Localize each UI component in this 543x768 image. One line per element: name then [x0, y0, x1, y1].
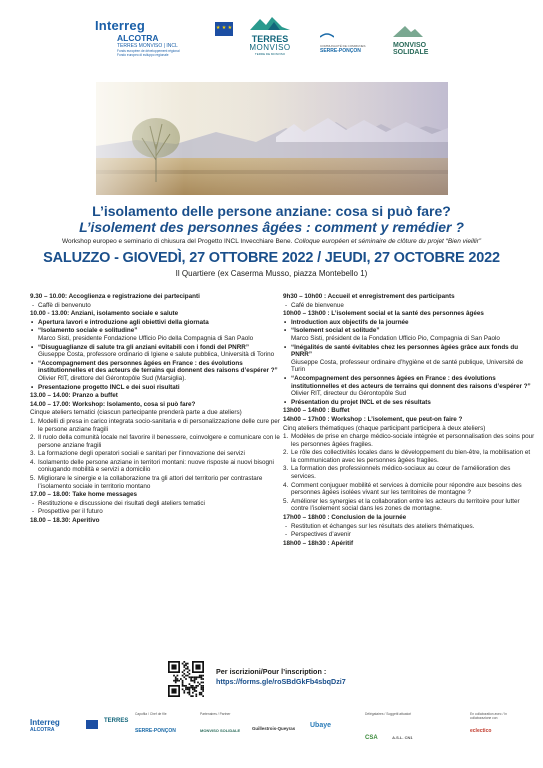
- serre-poncon-logo: [320, 26, 380, 54]
- item-number: 5.: [30, 475, 36, 483]
- footer-partners: [200, 712, 240, 733]
- footer-alcotra-label: ALCOTRA: [30, 727, 55, 733]
- program-item-num: [30, 450, 282, 458]
- monviso-solidale-logo: [393, 24, 453, 56]
- program-item-dash: [283, 302, 535, 310]
- program-item-num: [283, 482, 535, 497]
- program-item-bold: [30, 401, 282, 409]
- program-item-dash: [30, 302, 282, 310]
- header-logos: [95, 16, 455, 68]
- lake-icon: [320, 31, 334, 39]
- item-text: “Isolamento sociale e solitudine”: [38, 327, 138, 335]
- item-number: 4.: [283, 481, 289, 489]
- registration-link[interactable]: https://forms.gle/roSBdGkFb4sbqDzi7: [216, 677, 346, 686]
- serre-caption: COMMUNAUTÉ DE COMMUNES: [320, 44, 366, 48]
- interreg-brand: Interreg: [95, 18, 146, 33]
- program-item-num: [30, 434, 282, 449]
- footer-monviso-label: MONVISO SOLIDALE: [200, 728, 241, 733]
- peak-icon: [393, 25, 423, 37]
- item-text: Améliorer les synergies et la collaboration entre les acteurs du territoire pour lutter contre l’isolement social dans les zones de montagne.: [291, 497, 520, 513]
- item-text: 17h00 – 18h00 : Conclusion de la journée: [283, 514, 407, 522]
- workshop-italian: Workshop europeo e seminario di chiusura del Progetto INCL Invecchiare Bene.: [61, 238, 293, 245]
- program-item-bullet: [283, 375, 535, 398]
- program-item-bullet: [283, 319, 535, 327]
- item-text: 13h00 – 14h00 : Buffet: [283, 407, 350, 415]
- program-item-num: [30, 475, 282, 490]
- speaker-line: Giuseppe Costa, professore ordinario di Igiene e salute pubblica, Università di Torino: [38, 351, 275, 359]
- footer-eu-flag-icon: [86, 720, 98, 729]
- program-item-plain: [30, 409, 282, 417]
- workshop-french: Colloque européen et séminaire de clôture du projet “Bien vieillir”: [294, 238, 482, 245]
- item-text: “Disuguaglianze di salute tra gli anziani evitabili con i fondi del PNRR”: [38, 343, 249, 351]
- eu-flag-icon: ★ ★ ★: [215, 22, 233, 36]
- event-date: SALUZZO - GIOVEDÌ, 27 OTTOBRE 2022 / JEUDI, 27 OCTOBRE 2022: [43, 250, 500, 266]
- item-number: 4.: [30, 458, 36, 466]
- item-text: Comment conjuguer mobilité et services à domicile pour répondre aux besoins des personnes âgées isolées vivant sur les territoires de montagne ?: [291, 481, 522, 497]
- program-item-bold: [283, 293, 535, 301]
- title-italian: L’isolamento delle persone anziane: cosa si può fare?: [92, 203, 451, 219]
- item-text: La formation des professionnels médico-sociaux au cœur de l’amélioration des services.: [291, 465, 511, 481]
- item-text: Prospettive per il futuro: [38, 508, 103, 516]
- event-venue: Il Quartiere (ex Caserma Musso, piazza Montebello 1): [175, 269, 368, 278]
- serre-name: SERRE-PONÇON: [320, 48, 361, 54]
- program-item-bold: [283, 310, 535, 318]
- item-text: Caffè di benvenuto: [38, 301, 91, 309]
- item-text: 9.30 – 10.00: Accoglienza e registrazione dei partecipanti: [30, 293, 200, 300]
- qr-code-icon[interactable]: [168, 661, 204, 697]
- program-item-bold: [30, 293, 282, 301]
- speaker-line: Giuseppe Costa, professeur ordinaire d’hygiène et de santé publique, Université de Turin: [291, 358, 524, 374]
- program-item-bullet: [283, 399, 535, 407]
- speaker-line: Olivier RIT, direttore del Gérontopôle Sud (Marsiglia).: [38, 374, 187, 382]
- program-item-bold: [283, 540, 535, 548]
- program-italian: [30, 293, 282, 526]
- landscape-image: [96, 82, 448, 195]
- item-text: 9h30 – 10h00 : Accueil et enregistrement des participants: [283, 293, 455, 300]
- program-item-bold: [30, 491, 282, 499]
- item-text: La formazione degli operatori sociali e sanitari per l’innovazione dei servizi: [38, 450, 245, 458]
- registration-label: Per iscrizioni/Pour l’inscription :: [216, 667, 327, 676]
- footer-csa-label: CSA: [365, 735, 378, 741]
- item-text: “Isolement social et solitude”: [291, 327, 380, 335]
- footer-ubaye-logo: [310, 722, 331, 729]
- footer-collaboration: [470, 712, 516, 734]
- footer-eclectico-label: eclectico: [470, 728, 492, 734]
- program-french: [283, 293, 535, 548]
- caption-collab: En collaboration avec / In collaborazione con: [470, 712, 508, 720]
- footer-terres-label: TERRES: [104, 718, 129, 724]
- footer-guillestrois-label: Guillestrois-Queyras: [252, 726, 296, 731]
- program-item-bullet: [30, 384, 282, 392]
- programme-label: TERRES MONVISO | INCL: [117, 43, 178, 49]
- footer-interreg-label: Interreg: [30, 718, 60, 727]
- program-item-num: [30, 418, 282, 433]
- item-text: “Accompagnement des personnes âgées en France : des évolutions institutionnelles et des acteurs de terrains qui donnent des raisons d’espérer ?”: [291, 374, 531, 390]
- program-item-bold: [30, 517, 282, 525]
- fund-fr-label: Fonds européen de développement régional: [117, 49, 180, 53]
- mountain-icon: [250, 16, 290, 30]
- item-text: “Inégalités de santé évitables chez les personnes âgées grâce aux fonds du PNRR”: [291, 343, 519, 359]
- program-item-num: [30, 459, 282, 474]
- program-item-bullet: [283, 344, 535, 374]
- program-item-bullet: [30, 344, 282, 359]
- item-text: 18.00 – 18.30: Aperitivo: [30, 517, 100, 525]
- alcotra-label: ALCOTRA: [117, 33, 159, 43]
- program-item-bold: [283, 416, 535, 424]
- program-item-dash: [283, 531, 535, 539]
- item-text: 10h00 – 13h00 : L’isolement social et la santé des personnes âgées: [283, 310, 484, 318]
- item-text: Il ruolo della comunità locale nel favorire il benessere, coinvolgere e comunicare con le persone anziane fragili: [38, 434, 280, 449]
- workshop-subtitle: [0, 238, 543, 245]
- program-item-bullet: [30, 327, 282, 342]
- program-item-bullet: [30, 360, 282, 383]
- item-text: Restitution et échanges sur les résultats des ateliers thématiques.: [291, 522, 475, 530]
- program-item-num: [283, 449, 535, 464]
- speaker-line: Marco Sisti, président de la Fondation Ufficio Pio, Compagnia di San Paolo: [291, 334, 500, 342]
- program-item-dash: [283, 523, 535, 531]
- footer-guillestrois-logo: [252, 726, 295, 731]
- terres-monviso-logo: [243, 16, 297, 56]
- item-text: Apertura lavori e introduzione agli obiettivi della giornata: [38, 318, 209, 326]
- interreg-logo: [95, 18, 180, 57]
- item-text: Le rôle des collectivités locales dans le développement du bien-être, la mobilisation et la communication avec les personnes âgées fragiles.: [291, 449, 531, 464]
- item-text: Cinq ateliers thématiques (chaque participant participera à deux ateliers): [283, 424, 486, 432]
- landscape-illustration: [96, 82, 448, 195]
- item-number: 3.: [283, 465, 289, 473]
- item-text: Introduction aux objectifs de la journée: [291, 318, 409, 326]
- monviso-label: MONVISO: [249, 43, 291, 52]
- item-text: “Accompagnement des personnes âgées en France : des évolutions institutionnelles et des acteurs de terrains qui donnent des raisons d’espérer ?”: [38, 359, 278, 375]
- footer-delegated: [365, 712, 413, 744]
- item-number: 1.: [283, 433, 289, 441]
- item-text: Presentazione progetto INCL e dei suoi risultati: [38, 383, 180, 391]
- program-item-dash: [30, 508, 282, 516]
- terres-label: TERRES: [251, 34, 289, 44]
- item-text: Restituzione e discussione dei risultati degli ateliers tematici: [38, 499, 205, 507]
- item-text: Café de bienvenue: [291, 301, 344, 309]
- speaker-line: Marco Sisti, presidente Fondazione Ufficio Pio della Compagnia di San Paolo: [38, 334, 254, 342]
- footer-capofila: [135, 712, 176, 734]
- program-item-bullet: [283, 327, 535, 342]
- item-text: 10.00 - 13.00: Anziani, isolamento sociale e salute: [30, 310, 179, 318]
- registration-text: [216, 667, 346, 687]
- footer-terres-logo: [104, 718, 128, 724]
- item-text: 14.00 – 17.00: Workshop: Isolamento, cosa si può fare?: [30, 400, 196, 408]
- program-item-bold: [283, 407, 535, 415]
- item-text: 13.00 – 14.00: Pranzo a buffet: [30, 392, 118, 400]
- item-text: 18h00 – 18h30 : Apéritif: [283, 539, 354, 547]
- item-text: Modèles de prise en charge médico-sociale intégrée et personnalisation des soins pour les personnes âgées fragiles.: [291, 433, 535, 448]
- caption-partners: Partenaires / Partner: [200, 712, 231, 716]
- title-french: L’isolement des personnes âgées : comment y remédier ?: [79, 219, 464, 235]
- item-number: 3.: [30, 450, 36, 458]
- footer-interreg-logo: [30, 718, 60, 733]
- item-number: 5.: [283, 497, 289, 505]
- item-text: Migliorare le sinergie e la collaborazione tra gli attori del territorio per contrastare l’isolamento sociale in territorio montano: [38, 475, 263, 490]
- item-text: Perspectives d’avenir: [291, 531, 351, 539]
- footer-serre-label: SERRE-PONÇON: [135, 728, 176, 734]
- item-text: Isolamento delle persone anziane in territori montani: nuove risposte ai nuovi bisogni coniugando mobilità e servizi a domicilio: [38, 458, 274, 474]
- monviso-name: MONVISO: [393, 42, 427, 49]
- footer-asl-label: A.S.L. CN1: [392, 735, 413, 740]
- program-item-plain: [283, 425, 535, 433]
- program-item-bold: [30, 310, 282, 318]
- program-item-num: [283, 433, 535, 448]
- program-item-dash: [30, 500, 282, 508]
- item-text: Cinque ateliers tematici (ciascun partecipante prenderà parte a due ateliers): [30, 409, 242, 417]
- speaker-line: Olivier RIT, directeur du Gérontopôle Sud: [291, 390, 407, 398]
- item-text: Présentation du projet INCL et de ses résultats: [291, 398, 431, 406]
- caption-delegated: Délégataires / Soggetti attuatori: [365, 712, 412, 716]
- footer-logos: [30, 712, 518, 762]
- program-item-bold: [30, 392, 282, 400]
- fund-it-label: Fondo europeo di sviluppo regionale: [117, 53, 169, 57]
- program-item-bold: [283, 514, 535, 522]
- program-item-bullet: [30, 319, 282, 327]
- item-text: Modelli di presa in carico integrata socio-sanitaria e di personalizzazione delle cure per le persone anziane fragili: [38, 417, 280, 433]
- footer-ubaye-label: Ubaye: [310, 722, 332, 729]
- item-text: 14h00 – 17h00 : Workshop : L’isolement, que peut-on faire ?: [283, 415, 463, 423]
- solidale-name: SOLIDALE: [393, 49, 429, 56]
- terres-tagline: TERRE DE MONVISO: [254, 52, 286, 56]
- item-number: 1.: [30, 417, 36, 425]
- program-item-num: [283, 498, 535, 513]
- caption-capofila: Capofila / Chef de file: [135, 712, 167, 716]
- item-number: 2.: [283, 449, 289, 457]
- item-text: 17.00 – 18.00: Take home messages: [30, 491, 137, 499]
- program-item-num: [283, 465, 535, 480]
- item-number: 2.: [30, 434, 36, 442]
